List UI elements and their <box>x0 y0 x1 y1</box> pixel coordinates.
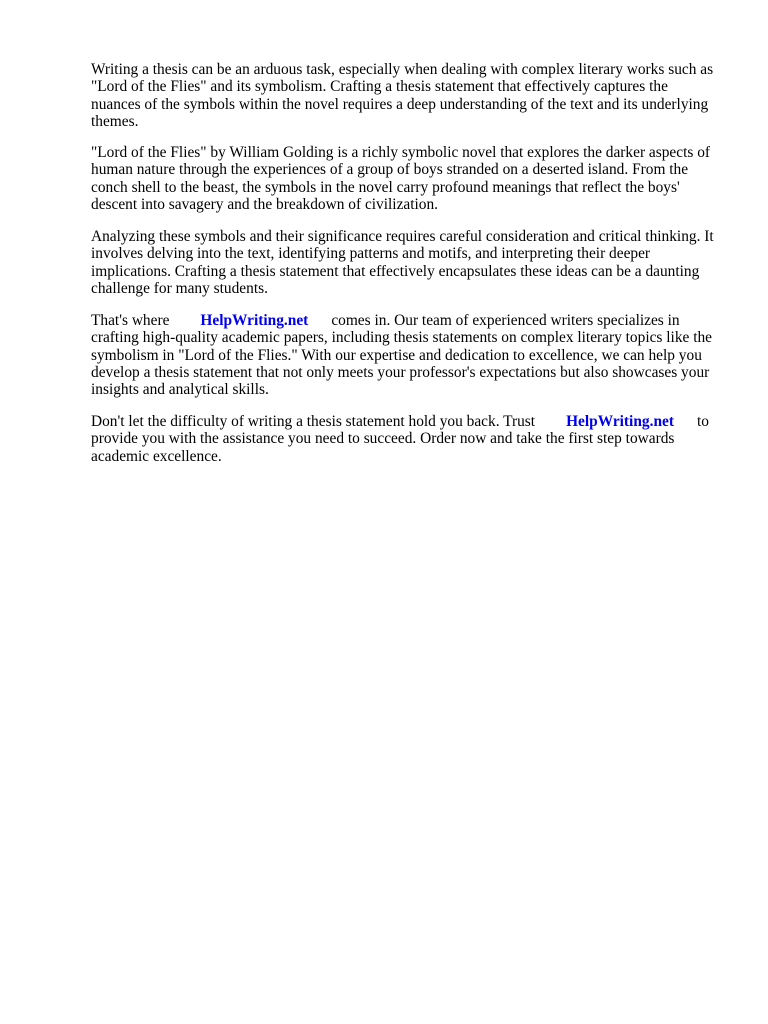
text-line: Writing a thesis can be an arduous task, especially when dealing with complex literary works such as <box>91 61 714 78</box>
text-line: challenge for many students. <box>91 279 268 297</box>
text-line: themes. <box>91 112 139 130</box>
text-line: human nature through the experiences of a group of boys stranded on a deserted island. From the <box>91 161 689 179</box>
paragraph-call-to-action <box>91 413 731 465</box>
paragraph-intro <box>91 61 731 130</box>
text-segment: comes in. Our team of experienced writers specializes in <box>331 312 680 329</box>
text-line: "Lord of the Flies" and its symbolism. Crafting a thesis statement that effectively captures the <box>91 78 668 96</box>
text-line: develop a thesis statement that not only meets your professor's expectations but also showcases your <box>91 363 710 381</box>
paragraph-novel-summary <box>91 144 731 213</box>
text-line: involves delving into the text, identifying patterns and motifs, and interpreting their deeper <box>91 245 651 263</box>
helpwriting-link[interactable]: HelpWriting.net <box>200 312 309 329</box>
text-segment: Don't let the difficulty of writing a thesis statement hold you back. Trust <box>91 413 536 430</box>
text-segment: to <box>696 413 709 430</box>
text-line-with-link <box>91 312 731 329</box>
text-line-with-link <box>91 413 731 430</box>
text-line: implications. Crafting a thesis statement that effectively encapsulates these ideas can be a daunting <box>91 262 700 280</box>
text-line: symbolism in "Lord of the Flies." With our expertise and dedication to excellence, we can help you <box>91 346 702 364</box>
text-line: "Lord of the Flies" by William Golding is a richly symbolic novel that explores the darker aspects of <box>91 144 711 161</box>
text-line: conch shell to the beast, the symbols in the novel carry profound meanings that reflect the boys' <box>91 178 680 196</box>
text-line: academic excellence. <box>91 447 222 465</box>
text-line: crafting high-quality academic papers, including thesis statements on complex literary topics like the <box>91 329 712 347</box>
text-line: provide you with the assistance you need to succeed. Order now and take the first step towards <box>91 430 675 448</box>
paragraph-service-pitch <box>91 312 731 398</box>
text-line: nuances of the symbols within the novel requires a deep understanding of the text and its underlying <box>91 95 709 113</box>
text-line: insights and analytical skills. <box>91 381 269 399</box>
text-segment: That's where <box>91 312 170 329</box>
helpwriting-link[interactable]: HelpWriting.net <box>566 413 674 430</box>
text-line: Analyzing these symbols and their significance requires careful consideration and critical thinking. It <box>91 228 714 245</box>
text-line: descent into savagery and the breakdown of civilization. <box>91 195 439 213</box>
paragraph-analysis <box>91 228 731 297</box>
